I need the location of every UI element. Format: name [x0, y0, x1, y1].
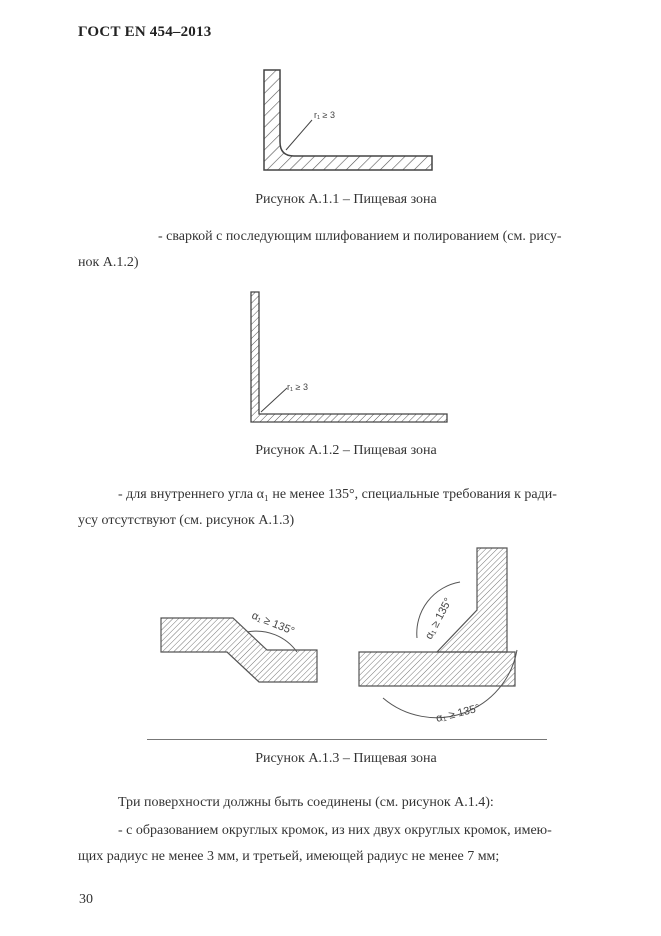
paragraph: [78, 790, 614, 816]
radius-label: r₁ ≥ 3: [314, 110, 335, 120]
text-line: щих радиус не менее 3 мм, и третьей, имеющей радиус не менее 7 мм;: [78, 849, 500, 864]
angle-label: α₁ ≥ 135°: [434, 702, 482, 725]
text-line: - сваркой с последующим шлифованием и полированием (см. рису-: [158, 229, 562, 244]
radius-label: r₁ ≥ 3: [287, 382, 308, 392]
figure-caption: Рисунок А.1.2 – Пищевая зона: [255, 443, 437, 458]
figure-a-1-2: [245, 288, 455, 428]
figure-divider: [147, 739, 547, 740]
figure-a-1-3: [155, 540, 535, 732]
angle-label: α₁ ≥ 135°: [423, 596, 455, 642]
text-line: - для внутреннего угла α₁ не менее 135°, специальные требования к ради-: [118, 487, 557, 502]
angle-label: α₁ ≥ 135°: [249, 609, 297, 638]
page-number: 30: [79, 892, 93, 907]
text-line: усу отсутствуют (см. рисунок А.1.3): [78, 513, 295, 528]
paragraph: [78, 224, 614, 276]
paragraph: [78, 818, 614, 870]
text-line: Три поверхности должны быть соединены (см. рисунок А.1.4):: [118, 795, 494, 810]
document-header: ГОСТ EN 454–2013: [78, 24, 212, 40]
figure-caption: Рисунок А.1.1 – Пищевая зона: [255, 192, 437, 207]
figure-a-1-1: [250, 62, 450, 182]
figure-caption: Рисунок А.1.3 – Пищевая зона: [255, 751, 437, 766]
text-line: нок А.1.2): [78, 255, 139, 270]
text-line: - с образованием округлых кромок, из них двух округлых кромок, имею-: [118, 823, 552, 838]
paragraph: [78, 482, 614, 534]
